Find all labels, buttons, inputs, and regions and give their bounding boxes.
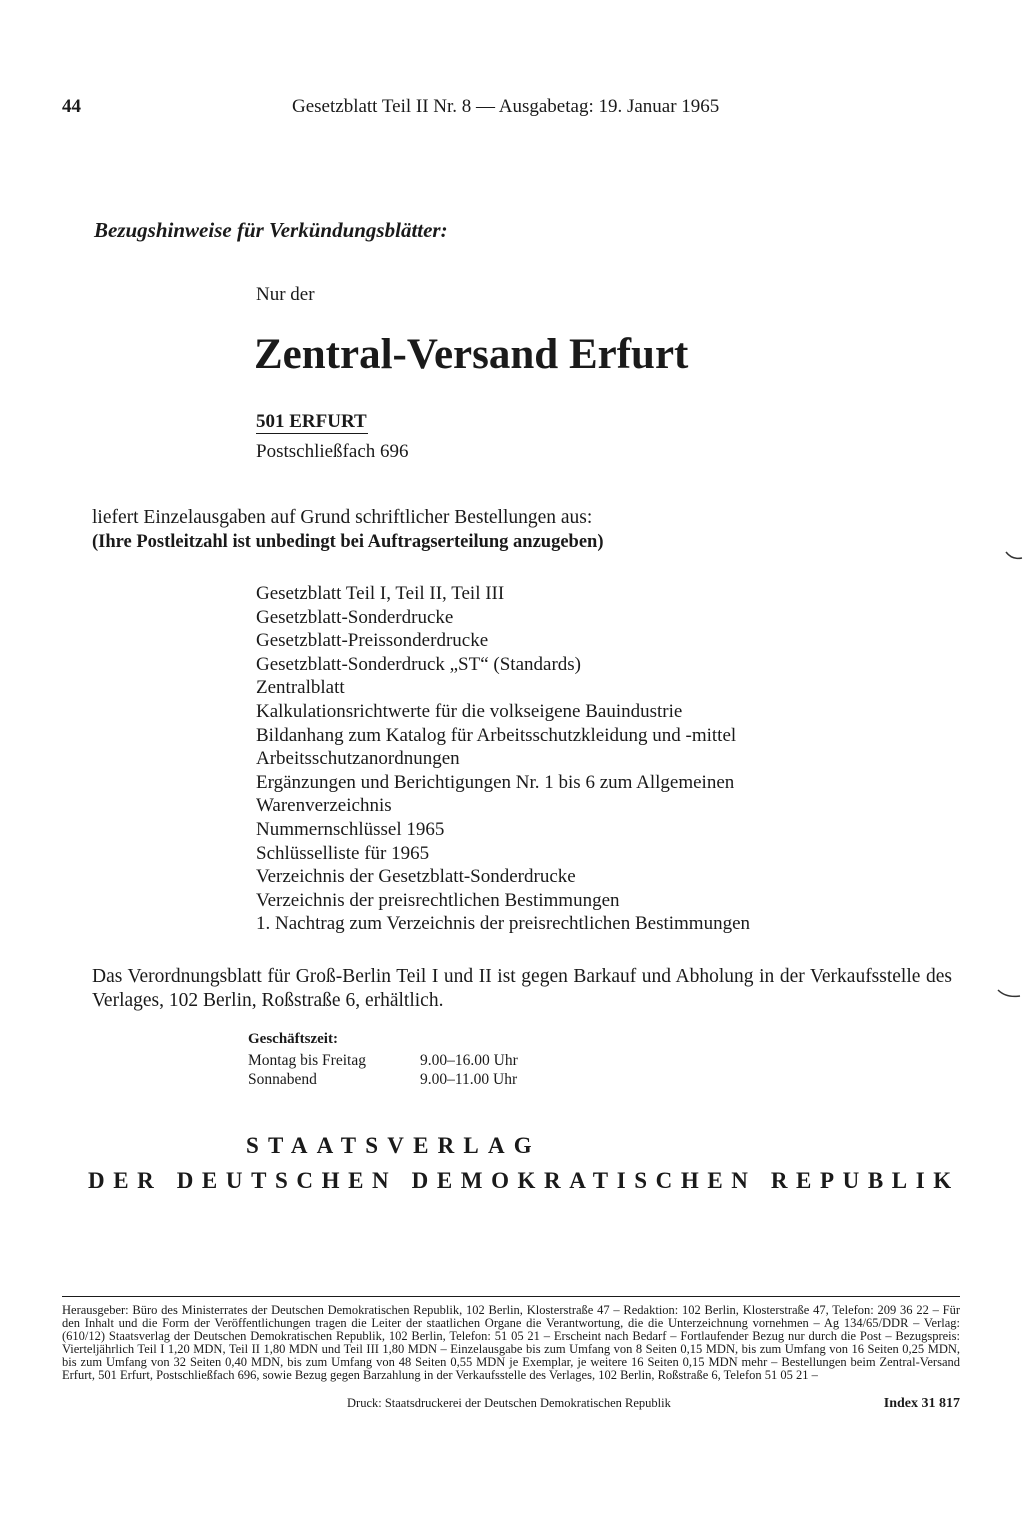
publication-item: Kalkulationsrichtwerte für die volkseigene Bauindustrie bbox=[256, 700, 683, 722]
publication-item: Schlüsselliste für 1965 bbox=[256, 842, 430, 864]
notice-intro: Nur der bbox=[256, 284, 315, 305]
publisher-line-1: STAATSVERLAG bbox=[246, 1133, 541, 1158]
po-box: Postschließfach 696 bbox=[256, 441, 409, 462]
verordnungsblatt-paragraph: Das Verordnungsblatt für Groß-Berlin Teil I und II ist gegen Barkauf und Abholung in der Verkaufsstelle des Verlages, 102 Berlin, Roßstraße 6, erhältlich. bbox=[92, 966, 952, 1011]
publication-item: Gesetzblatt-Preissonderdrucke bbox=[256, 630, 489, 652]
publication-item: Ergänzungen und Berichtigungen Nr. 1 bis 6 zum Allgemeinen bbox=[256, 771, 735, 793]
delivery-statement: liefert Einzelausgaben auf Grund schriftlicher Bestellungen aus: bbox=[92, 507, 593, 528]
publication-item: Verzeichnis der preisrechtlichen Bestimmungen bbox=[256, 889, 620, 911]
publisher-line-2: DER DEUTSCHEN DEMOKRATISCHEN REPUBLIK bbox=[88, 1168, 960, 1193]
index-number: Index 31 817 bbox=[883, 1396, 960, 1411]
publication-item: Nummernschlüssel 1965 bbox=[256, 818, 445, 840]
scan-mark bbox=[996, 986, 1022, 1000]
notice-heading: Bezugshinweise für Verkündungsblätter: bbox=[94, 218, 448, 242]
publication-item: 1. Nachtrag zum Verzeichnis der preisrechtlichen Bestimmungen bbox=[256, 913, 751, 935]
publication-item: Bildanhang zum Katalog für Arbeitsschutzkleidung und -mittel bbox=[256, 724, 737, 746]
publication-item: Verzeichnis der Gesetzblatt-Sonderdrucke bbox=[256, 866, 576, 888]
postcode-note: (Ihre Postleitzahl ist unbedingt bei Auftragserteilung anzugeben) bbox=[92, 532, 604, 552]
business-hours-title: Geschäftszeit: bbox=[248, 1031, 338, 1047]
business-hours-day: Montag bis Freitag bbox=[248, 1052, 366, 1069]
publication-item: Gesetzblatt-Sonderdrucke bbox=[256, 606, 454, 628]
publication-item: Arbeitsschutzanordnungen bbox=[256, 748, 460, 770]
page-number: 44 bbox=[62, 96, 81, 117]
company-name: Zentral-Versand Erfurt bbox=[254, 331, 689, 378]
running-header: Gesetzblatt Teil II Nr. 8 — Ausgabetag: 19. Januar 1965 bbox=[292, 96, 720, 117]
business-hours-day: Sonnabend bbox=[248, 1071, 317, 1088]
printer-line: Druck: Staatsdruckerei der Deutschen Demokratischen Republik bbox=[347, 1396, 671, 1410]
postal-code-underline bbox=[256, 433, 368, 434]
imprint-divider bbox=[62, 1296, 960, 1297]
publication-list bbox=[256, 582, 750, 936]
business-hours-row bbox=[248, 1070, 518, 1089]
business-hours-row bbox=[248, 1051, 518, 1070]
publication-item: Warenverzeichnis bbox=[256, 795, 392, 817]
business-hours-table bbox=[248, 1051, 518, 1089]
publication-item: Gesetzblatt-Sonderdruck „ST“ (Standards) bbox=[256, 653, 582, 675]
business-hours-time: 9.00–11.00 Uhr bbox=[420, 1071, 518, 1088]
business-hours-time: 9.00–16.00 Uhr bbox=[420, 1052, 518, 1069]
imprint-text: Herausgeber: Büro des Ministerrates der Deutschen Demokratischen Republik, 102 Berlin, Klosterstraße 47 – Redaktion: 102 Berlin, Klosterstraße 47, Telefon: 209 36 22 – Für den Inhalt und die Form der Veröffentlichungen tragen die Leiter der staatlichen Organe die Verantwortung, die die Unterzeichnung vornehmen – Ag 134/65/DDR – Verlag: (610/12) Staatsverlag der Deutschen Demokratischen Republik, 102 Berlin, Telefon: 51 05 21 – Erscheint nach Bedarf – Fortlaufender Bezug nur durch die Post – Bezugspreis: Vierteljährlich Teil I 1,20 MDN, Teil II 1,80 MDN und Teil III 1,80 MDN – Einzelausgabe bis zum Umfang von 8 Seiten 0,15 MDN, bis zum Umfang von 16 Seiten 0,25 MDN, bis zum Umfang von 32 Seiten 0,40 MDN, bis zum Umfang von 48 Seiten 0,55 MDN je Exemplar, je weitere 16 Seiten 0,15 MDN mehr – Bestellungen beim Zentral-Versand Erfurt, 501 Erfurt, Postschließfach 696, sowie Bezug gegen Barzahlung in der Verkaufsstelle des Verlages, 102 Berlin, Roßstraße 6, Telefon 51 05 21 – bbox=[62, 1303, 960, 1382]
publication-item: Gesetzblatt Teil I, Teil II, Teil III bbox=[256, 583, 505, 604]
postal-code-city: 501 ERFURT bbox=[256, 411, 367, 432]
publication-item: Zentralblatt bbox=[256, 677, 345, 699]
scan-mark bbox=[1004, 548, 1024, 562]
